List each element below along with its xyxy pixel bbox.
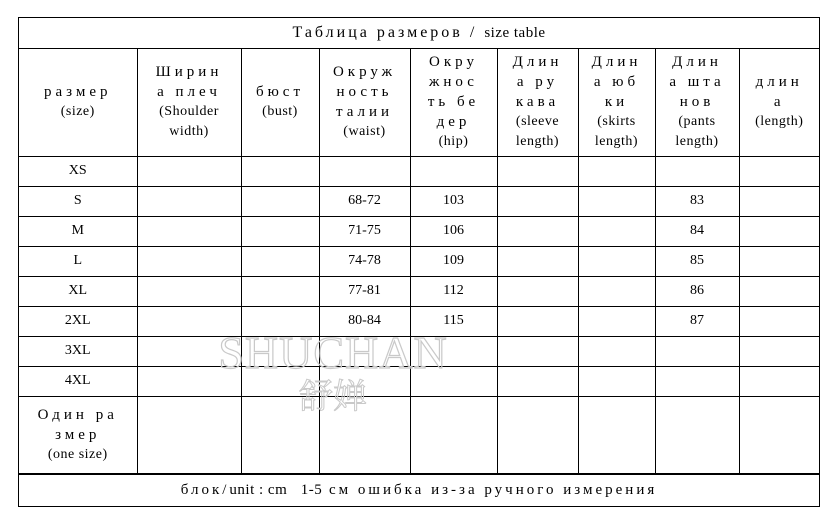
column-header-ru-line: Окруж <box>332 63 397 80</box>
value-cell <box>497 186 578 216</box>
value-cell <box>319 366 410 396</box>
value-cell <box>578 276 655 306</box>
table-row-one-size <box>19 396 819 474</box>
column-header-en-line: (pants <box>678 113 716 129</box>
column-header-en-line: width) <box>169 123 209 139</box>
column-header-ru-line: а ру <box>516 73 559 90</box>
table-row <box>19 216 819 246</box>
value-cell <box>137 216 241 246</box>
table-row <box>19 156 819 186</box>
size-cell-one-size <box>19 396 137 474</box>
column-header-ru-line: талии <box>335 103 394 120</box>
column-header-en-line: (hip) <box>438 133 469 149</box>
value-cell: 112 <box>410 276 497 306</box>
column-header-ru-line: нов <box>679 93 715 110</box>
value-cell: 103 <box>410 186 497 216</box>
column-header-en-line: (Shoulder <box>159 103 219 119</box>
column-header <box>137 48 241 156</box>
value-cell <box>578 186 655 216</box>
size-cell: XS <box>19 156 137 186</box>
size-cell: 4XL <box>19 366 137 396</box>
value-cell <box>739 216 819 246</box>
value-cell <box>578 306 655 336</box>
value-cell <box>137 246 241 276</box>
column-header-en-line: (waist) <box>343 123 386 139</box>
value-cell <box>497 336 578 366</box>
size-cell: S <box>19 186 137 216</box>
column-header-ru-line: ть бе <box>427 93 480 110</box>
value-cell <box>241 246 319 276</box>
value-cell <box>578 336 655 366</box>
table-row <box>19 366 819 396</box>
column-header-ru-line: а плеч <box>157 83 221 100</box>
column-header-ru-line: кава <box>515 93 560 110</box>
value-cell <box>241 336 319 366</box>
value-cell: 83 <box>655 186 739 216</box>
column-header-en-line: length) <box>594 133 639 149</box>
value-cell <box>241 156 319 186</box>
value-cell <box>739 306 819 336</box>
value-cell <box>241 186 319 216</box>
column-header <box>241 48 319 156</box>
column-header <box>578 48 655 156</box>
value-cell <box>578 216 655 246</box>
value-cell <box>241 366 319 396</box>
value-cell: 80-84 <box>319 306 410 336</box>
value-cell <box>410 156 497 186</box>
column-header-ru-line: размер <box>43 83 112 100</box>
value-cell <box>497 306 578 336</box>
column-header-en-line: length) <box>675 133 719 149</box>
value-cell <box>739 186 819 216</box>
footer-range: 1-5 <box>300 482 323 498</box>
value-cell <box>319 156 410 186</box>
column-header-ru-line: а <box>773 93 785 110</box>
value-cell: 85 <box>655 246 739 276</box>
value-cell <box>137 396 241 474</box>
size-grid <box>19 48 819 475</box>
value-cell: 86 <box>655 276 739 306</box>
column-header-en-line: (length) <box>755 113 804 129</box>
size-table-frame <box>18 17 820 507</box>
column-header-ru-line: Длин <box>672 53 722 70</box>
size-cell: 2XL <box>19 306 137 336</box>
column-header <box>19 48 137 156</box>
column-header <box>410 48 497 156</box>
value-cell: 106 <box>410 216 497 246</box>
value-cell <box>739 156 819 186</box>
size-cell: L <box>19 246 137 276</box>
watermark-cjk: 舒婵 <box>299 377 367 417</box>
column-header-ru-line: бюст <box>255 83 305 100</box>
value-cell <box>578 246 655 276</box>
one-size-en: (one size) <box>47 447 108 462</box>
value-cell: 74-78 <box>319 246 410 276</box>
table-row <box>19 246 819 276</box>
size-cell: M <box>19 216 137 246</box>
value-cell: 115 <box>410 306 497 336</box>
watermark-latin: SHUCHAN <box>218 327 448 378</box>
table-row <box>19 186 819 216</box>
table-row <box>19 276 819 306</box>
value-cell: 77-81 <box>319 276 410 306</box>
value-cell <box>578 366 655 396</box>
value-cell <box>241 276 319 306</box>
column-header <box>655 48 739 156</box>
header-row <box>19 48 819 156</box>
column-header-en-line: (bust) <box>262 103 298 119</box>
value-cell <box>739 246 819 276</box>
value-cell <box>578 156 655 186</box>
value-cell: 109 <box>410 246 497 276</box>
value-cell <box>655 156 739 186</box>
title-separator: / <box>462 24 485 41</box>
column-header-ru-line: а юб <box>593 73 640 90</box>
value-cell <box>137 186 241 216</box>
column-header <box>319 48 410 156</box>
value-cell <box>410 366 497 396</box>
column-header <box>497 48 578 156</box>
table-title <box>19 18 819 49</box>
value-cell <box>739 396 819 474</box>
value-cell <box>410 336 497 366</box>
title-en: size table <box>484 25 546 41</box>
column-header-ru-line: ки <box>604 93 629 110</box>
value-cell <box>137 336 241 366</box>
value-cell <box>578 396 655 474</box>
value-cell: 84 <box>655 216 739 246</box>
size-cell: XL <box>19 276 137 306</box>
value-cell <box>497 396 578 474</box>
value-cell <box>655 396 739 474</box>
value-cell <box>655 366 739 396</box>
value-cell <box>319 336 410 366</box>
value-cell <box>497 366 578 396</box>
column-header-ru-line: длин <box>755 73 803 90</box>
column-header <box>739 48 819 156</box>
table-row <box>19 306 819 336</box>
value-cell: 71-75 <box>319 216 410 246</box>
one-size-ru-line: змер <box>55 427 101 443</box>
value-cell <box>497 156 578 186</box>
footer-rest: см ошибка из-за ручного измерения <box>329 482 658 498</box>
value-cell <box>241 216 319 246</box>
size-cell: 3XL <box>19 336 137 366</box>
table-row <box>19 336 819 366</box>
value-cell <box>137 276 241 306</box>
column-header-ru-line: Окру <box>429 53 478 70</box>
column-header-ru-line: а шта <box>669 73 725 90</box>
footer-note <box>19 473 819 506</box>
title-ru: Таблица размеров <box>292 24 463 41</box>
column-header-ru-line: дер <box>436 113 471 130</box>
value-cell: 87 <box>655 306 739 336</box>
footer-unit: unit : cm <box>229 482 288 498</box>
value-cell <box>497 276 578 306</box>
value-cell <box>319 396 410 474</box>
value-cell: 68-72 <box>319 186 410 216</box>
one-size-ru-line: Один ра <box>37 407 118 423</box>
value-cell <box>241 306 319 336</box>
column-header-ru-line: Ширин <box>155 63 223 80</box>
column-header-ru-line: Длин <box>591 53 642 70</box>
value-cell <box>137 306 241 336</box>
value-cell <box>137 366 241 396</box>
value-cell <box>655 336 739 366</box>
footer-prefix: блок/ <box>180 482 230 498</box>
value-cell <box>497 246 578 276</box>
value-cell <box>241 396 319 474</box>
value-cell <box>410 396 497 474</box>
value-cell <box>497 216 578 246</box>
value-cell <box>739 276 819 306</box>
value-cell <box>739 336 819 366</box>
column-header-ru-line: ность <box>336 83 393 100</box>
column-header-en-line: (size) <box>60 103 95 119</box>
column-header-ru-line: Длин <box>512 53 563 70</box>
value-cell <box>739 366 819 396</box>
column-header-en-line: (sleeve <box>515 113 560 129</box>
value-cell <box>137 156 241 186</box>
column-header-ru-line: жнос <box>429 73 478 90</box>
column-header-en-line: length) <box>515 133 560 149</box>
column-header-en-line: (skirts <box>597 113 636 129</box>
